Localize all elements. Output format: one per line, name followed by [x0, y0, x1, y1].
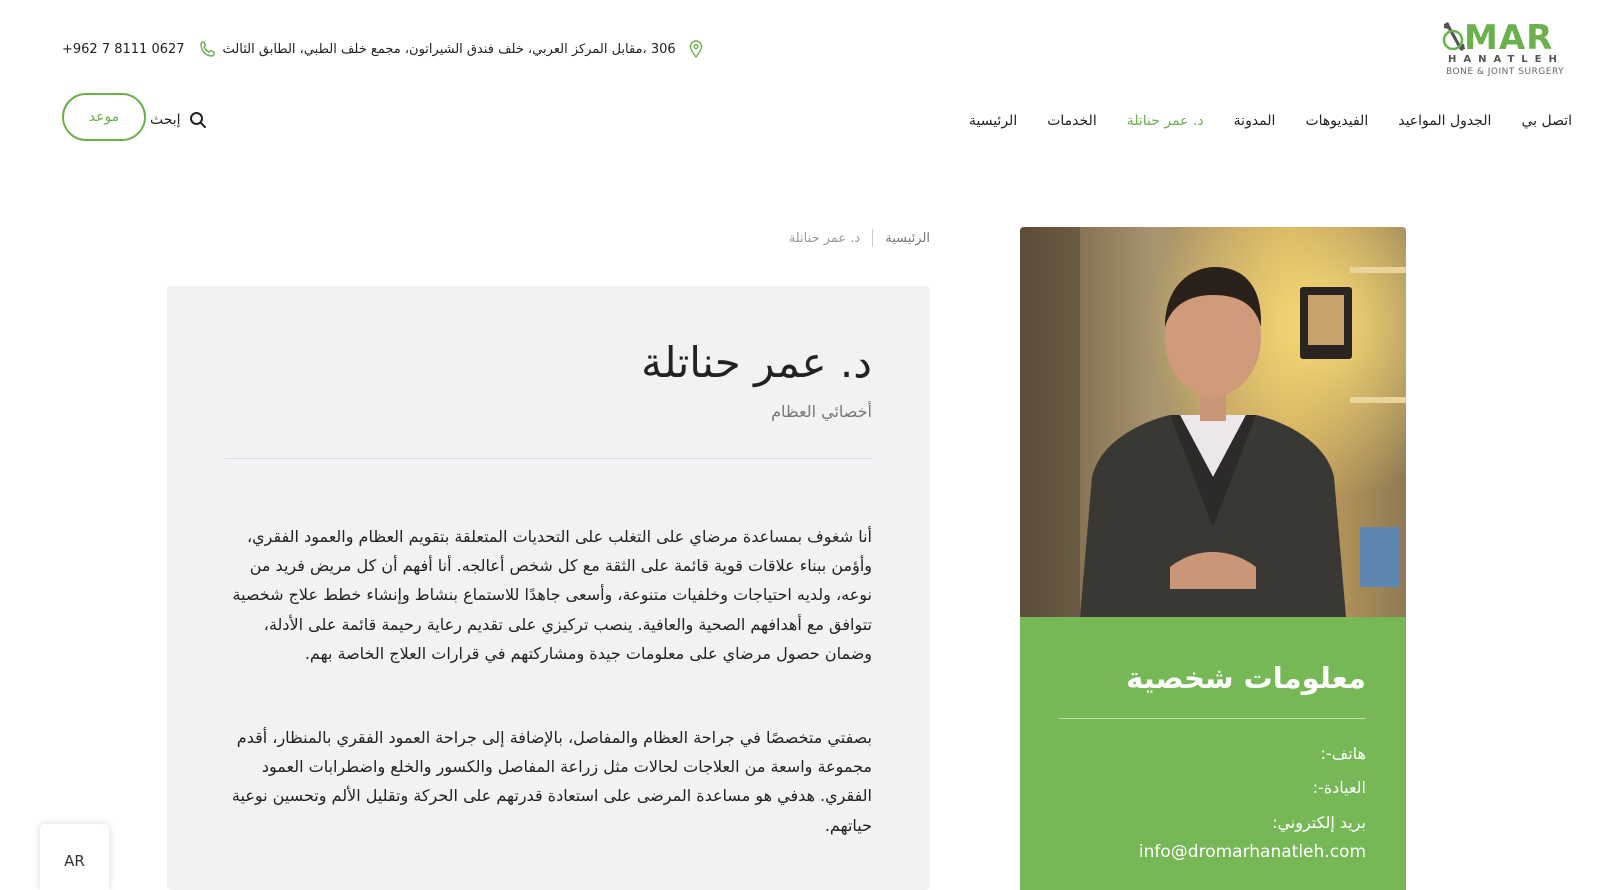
- personal-info-title: معلومات شخصية: [1126, 661, 1366, 695]
- search-icon: [189, 111, 207, 129]
- appointment-button[interactable]: موعد: [62, 93, 146, 141]
- nav-blog[interactable]: المدونة: [1233, 113, 1276, 129]
- top-contact-bar: [62, 38, 704, 60]
- info-clinic-label: العيادة-:: [1312, 778, 1366, 797]
- info-email-label: بريد إلكتروني:: [1272, 813, 1366, 832]
- search-label: إبحث: [150, 112, 181, 128]
- nav-home[interactable]: الرئيسية: [968, 113, 1018, 129]
- bio-paragraph-2: بصفتي متخصصًا في جراحة العظام والمفاصل، بالإضافة إلى جراحة العمود الفقري بالمنظار، أقدم مجموعة واسعة من العلاجات لحالات مثل زراعة المفاصل والكسور والخلع واضطرابات العمود الفقري. هدفي هو مساعدة المرضى على استعادة قدرتهم على الحركة وتقليل الألم وتحسين نوعية حياتهم.: [231, 728, 872, 835]
- card-divider: [225, 458, 872, 459]
- bio-paragraph-1: أنا شغوف بمساعدة مرضاي على التغلب على التحديات المتعلقة بتقويم العظام والعمود الفقري، وأؤمن ببناء علاقات قوية قائمة على الثقة مع كل شخص أعالجه. أنا أفهم أن كل مريض فريد من نوعه، ولديه احتياجات وخلفيات متنوعة، وأسعى جاهدًا للاستماع بنشاط وإنشاء خطط علاج شخصية تتوافق مع أهدافهم الصحية والعافية. ينصب تركيزي على تقديم رعاية رحيمة قائمة على الأدلة، وضمان حصول مرضاي على معلومات جيدة ومشاركتهم في قرارات العلاج الخاصة بهم.: [232, 527, 872, 663]
- phone-number[interactable]: +962 7 8111 0627: [62, 41, 185, 57]
- nav-videos[interactable]: الفيديوهات: [1305, 113, 1369, 129]
- nav-contact[interactable]: اتصل بي: [1521, 113, 1572, 129]
- breadcrumb-divider: [872, 229, 873, 247]
- phone-icon: [199, 40, 215, 58]
- site-logo[interactable]: [1438, 20, 1570, 78]
- breadcrumb-home[interactable]: الرئيسية: [885, 230, 930, 246]
- doctor-photo: [1020, 227, 1406, 617]
- search-button[interactable]: [150, 106, 207, 134]
- logo-word: MAR: [1464, 18, 1554, 58]
- location-pin-icon: [688, 40, 704, 58]
- nav-doctor[interactable]: د. عمر حناتلة: [1126, 113, 1204, 129]
- clinic-address: 306 ،مقابل المركز العربي، خلف فندق الشيراتون، مجمع خلف الطبي، الطابق الثالث: [222, 41, 676, 57]
- nav-schedule[interactable]: الجدول المواعيد: [1398, 113, 1492, 129]
- personal-info-panel: [1020, 617, 1406, 890]
- breadcrumb: [789, 229, 930, 247]
- info-phone-label: هاتف-:: [1320, 744, 1366, 763]
- logo-subtitle: HANATLEH: [1448, 54, 1564, 65]
- language-switcher[interactable]: AR: [40, 824, 109, 890]
- doctor-name: د. عمر حناتلة: [641, 338, 872, 387]
- breadcrumb-current: د. عمر حناتلة: [788, 230, 861, 246]
- main-nav: [939, 108, 1572, 134]
- logo-tagline: BONE & JOINT SURGERY: [1446, 67, 1565, 77]
- info-divider: [1059, 718, 1366, 719]
- profile-card: [167, 286, 930, 890]
- nav-services[interactable]: الخدمات: [1047, 113, 1097, 129]
- info-email-link[interactable]: info@dromarhanatleh.com: [1138, 842, 1366, 862]
- doctor-role: أخصائي العظام: [771, 402, 872, 421]
